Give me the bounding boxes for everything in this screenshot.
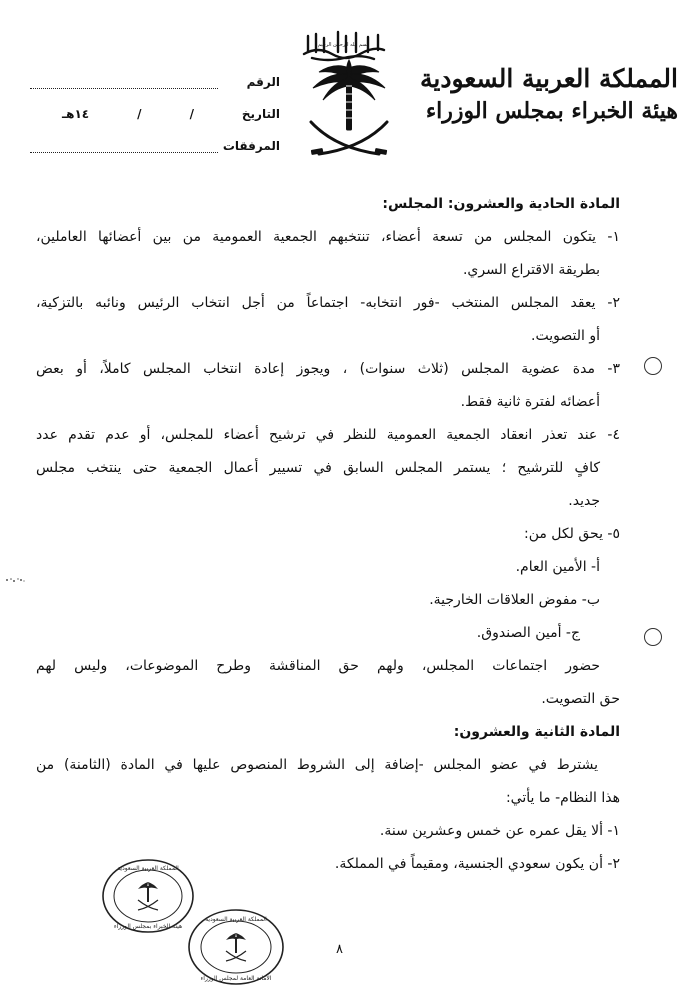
punch-hole	[644, 628, 662, 646]
official-stamp	[100, 856, 196, 936]
article-22-title: المادة الثانية والعشرون:	[453, 724, 620, 740]
item-5-sub-c: ج- أمين الصندوق.	[476, 625, 580, 641]
stamp-bottom-text: الأمانة العامة لمجلس الوزراء	[200, 975, 272, 982]
basmala-text: بسم الله الرحمن الرحيم	[317, 42, 369, 48]
date-separator: /	[189, 107, 194, 121]
item-2-line-1: ٢- يعقد المجلس المنتخب -فور انتخابه- اجتماعاً من أجل انتخاب الرئيس ونائبه بالتزكية،	[36, 295, 620, 311]
item-3-line-1: ٣- مدة عضوية المجلس (ثلاث سنوات) ، ويجوز إعادة انتخاب المجلس كاملاً، أو بعض	[36, 361, 620, 377]
stamp-bottom-text: هيئة الخبراء بمجلس الوزراء	[113, 923, 183, 930]
article-21-title: المادة الحادية والعشرون: المجلس:	[382, 196, 620, 212]
item-2-line-2: أو التصويت.	[531, 328, 600, 344]
item-3-line-2: أعضائه لفترة ثانية فقط.	[460, 394, 600, 410]
item-1-line-1: ١- يتكون المجلس من تسعة أعضاء، تنتخبهم الجمعية العمومية من بين أعضائها العاملين،	[36, 229, 620, 245]
palm-swords-emblem-icon	[305, 58, 393, 166]
item-5-tail-line-2: حق التصويت.	[541, 691, 620, 707]
ref-number-line	[30, 76, 218, 89]
attachments-row	[30, 130, 280, 162]
date-separator: /	[137, 107, 142, 121]
scan-artifact	[4, 574, 26, 586]
punch-hole	[644, 357, 662, 375]
item-4-line-1: ٤- عند تعذر انعقاد الجمعية العمومية للنظر في ترشيح أعضاء للمجلس، أو عدم تقدم عدد	[36, 427, 620, 443]
org-name: المملكة العربية السعودية	[419, 64, 678, 93]
ref-number-row	[30, 66, 280, 98]
letterhead-org	[419, 62, 678, 126]
stamp-top-text: المملكة العربية السعودية	[117, 865, 179, 872]
official-stamp	[186, 906, 286, 988]
article-22-intro-line-1: يشترط في عضو المجلس -إضافة إلى الشروط المنصوص عليها في المادة (الثامنة) من	[36, 757, 598, 773]
document-body	[36, 188, 620, 881]
item-5-tail-line-1: حضور اجتماعات المجلس، ولهم حق المناقشة وطرح الموضوعات، وليس لهم	[36, 658, 600, 674]
attachments-label: المرفقات	[222, 139, 280, 153]
stamp-top-text: المملكة العربية السعودية	[205, 916, 267, 923]
date-row	[30, 98, 280, 130]
item-5-sub-b: ب- مفوض العلاقات الخارجية.	[429, 592, 600, 608]
page-number: ٨	[336, 942, 343, 957]
org-department: هيئة الخبراء بمجلس الوزراء	[425, 98, 678, 124]
ref-number-label: الرقم	[246, 75, 280, 89]
article-22-item-1: ١- ألا يقل عمره عن خمس وعشرين سنة.	[379, 823, 620, 839]
item-4-line-3: جديد.	[568, 493, 600, 509]
article-22-item-2: ٢- أن يكون سعودي الجنسية، ومقيماً في المملكة.	[334, 856, 620, 872]
item-5-line-1: ٥- يحق لكل من:	[523, 526, 620, 542]
attachments-line	[30, 140, 218, 153]
article-22-intro-line-2: هذا النظام- ما يأتي:	[505, 790, 620, 806]
item-5-sub-a: أ- الأمين العام.	[515, 559, 600, 575]
date-slots	[30, 107, 218, 121]
date-label: التاريخ	[241, 107, 280, 121]
item-4-line-2: كافٍ للترشيح ؛ يستمر المجلس السابق في تسيير أعمال الجمعية حتى ينتخب مجلس	[36, 460, 600, 476]
item-1-line-2: بطريقة الاقتراع السري.	[462, 262, 600, 278]
reference-fields	[30, 66, 280, 162]
hijri-year-suffix: ١٤هـ	[62, 107, 90, 121]
